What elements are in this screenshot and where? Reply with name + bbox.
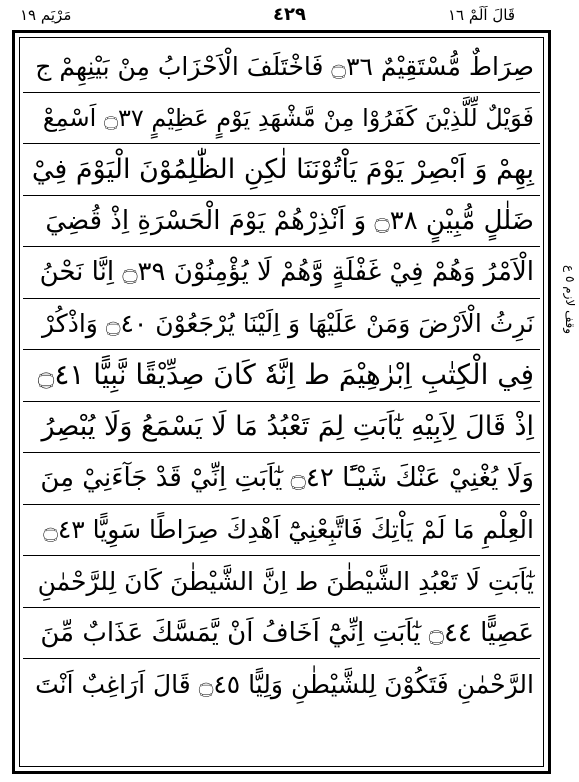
text-line: بِهِمْ وَ اَبْصِرْ يَوْمَ يَاْتُوْنَنَا لٰكِنِ الظّٰلِمُوْنَ الْيَوْمَ فِيْ [23,144,540,196]
margin-note: وقف لازم ٥ ع [563,265,577,335]
text-line: اِذْ قَالَ لِاَبِيْهِ يٰٓاَبَتِ لِمَ تَعْبُدُ مَا لَا يَسْمَعُ وَلَا يُبْصِرُ [23,402,540,454]
text-line: فِي الْكِتٰبِ اِبْرٰهِيْمَ ط اِنَّهٗ كَانَ صِدِّيْقًا نَّبِيًّا ۝٤١ [23,350,540,402]
juz-name: قَالَ اَلَمْ ١٦ [447,6,515,24]
text-line: الرَّحْمٰنِ فَتَكُوْنَ لِلشَّيْطٰنِ وَلِيًّا ۝٤٥ قَالَ اَرَاغِبٌ اَنْتَ [35,670,534,700]
text-line: وَلَا يُغْنِيْ عَنْكَ شَيْـًٔا ۝٤٢ يٰٓاَبَتِ اِنِّيْ قَدْ جَآءَنِيْ مِنَ [23,453,540,505]
text-body [23,41,540,763]
text-line: الْعِلْمِ مَا لَمْ يَاْتِكَ فَاتَّبِعْنِيْٓ اَهْدِكَ صِرَاطًا سَوِيًّا ۝٤٣ [23,505,540,557]
text-line: صِرَاطٌ مُّسْتَقِيْمٌ ۝٣٦ فَاخْتَلَفَ الْاَحْزَابُ مِنْ بَيْنِهِمْ ج [23,41,540,93]
text-line: ضَلٰلٍ مُّبِيْنٍ ۝٣٨ وَ اَنْذِرْهُمْ يَوْمَ الْحَسْرَةِ اِذْ قُضِيَ [23,196,540,248]
page-number: ٤٢٩ [273,4,306,25]
text-line: الْاَمْرُ وَهُمْ فِيْ غَفْلَةٍ وَّهُمْ لَا يُؤْمِنُوْنَ ۝٣٩ اِنَّا نَحْنُ [23,247,540,299]
page-header [0,0,579,30]
text-line: فَوَيْلٌ لِّلَّذِيْنَ كَفَرُوْا مِنْ مَّشْهَدِ يَوْمٍ عَظِيْمٍ ۝٣٧ اَسْمِعْ [23,93,540,145]
surah-name: مَرْيَم ١٩ [20,6,72,24]
text-line: يٰٓاَبَتِ لَا تَعْبُدِ الشَّيْطٰنَ ط اِنَّ الشَّيْطٰنَ كَانَ لِلرَّحْمٰنِ [23,556,540,608]
text-line: نَرِثُ الْاَرْضَ وَمَنْ عَلَيْهَا وَ اِلَيْنَا يُرْجَعُوْنَ ۝٤٠ وَاذْكُرْ [23,299,540,351]
text-line: عَصِيًّا ۝٤٤ يٰٓاَبَتِ اِنِّيْٓ اَخَافُ اَنْ يَّمَسَّكَ عَذَابٌ مِّنَ [23,608,540,660]
